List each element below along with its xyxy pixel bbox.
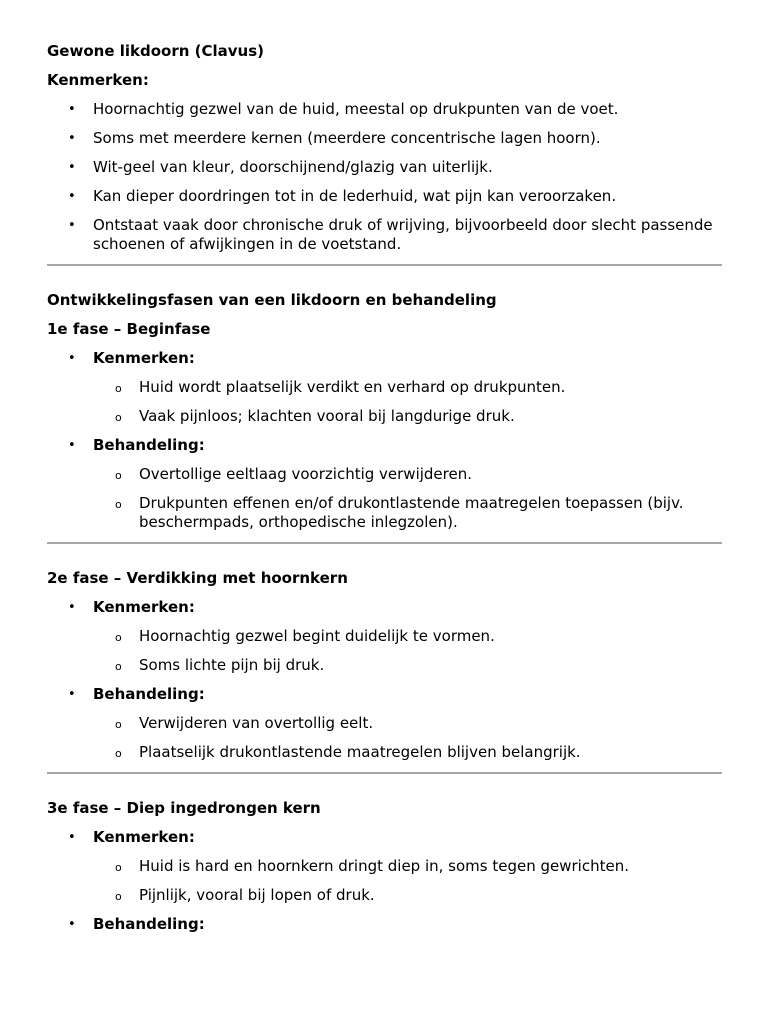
behandeling-label: Behandeling: [93, 915, 205, 933]
phase-2-title: 2e fase – Verdikking met hoornkern [47, 569, 348, 587]
list-item: o Plaatselijk drukontlastende maatregelen blijven belangrijk. [93, 743, 722, 762]
behandeling-sublist [93, 465, 722, 532]
behandeling-sublist [93, 714, 722, 762]
phase-3-title: 3e fase – Diep ingedrongen kern [47, 799, 321, 817]
intro-heading: Kenmerken: [47, 71, 149, 89]
list-item: • Wit-geel van kleur, doorschijnend/glazig van uiterlijk. [47, 158, 722, 177]
list-item: o Huid wordt plaatselijk verdikt en verhard op drukpunten. [93, 378, 722, 397]
kenmerken-label: Kenmerken: [93, 828, 195, 846]
kenmerken-label: Kenmerken: [93, 598, 195, 616]
phase-3-list [47, 828, 722, 934]
behandeling-label: Behandeling: [93, 685, 205, 703]
section-divider [47, 542, 722, 544]
phase-2-kenmerken [47, 598, 722, 675]
list-item: o Huid is hard en hoornkern dringt diep in, soms tegen gewrichten. [93, 857, 722, 876]
intro-list [47, 100, 722, 254]
kenmerken-sublist [93, 378, 722, 426]
list-item: • Kan dieper doordringen tot in de lederhuid, wat pijn kan veroorzaken. [47, 187, 722, 206]
document-page [47, 42, 722, 944]
phase-1-kenmerken [47, 349, 722, 426]
list-item: o Soms lichte pijn bij druk. [93, 656, 722, 675]
list-item: o Overtollige eeltlaag voorzichtig verwijderen. [93, 465, 722, 484]
list-item: o Verwijderen van overtollig eelt. [93, 714, 722, 733]
list-item: • Hoornachtig gezwel van de huid, meestal op drukpunten van de voet. [47, 100, 722, 119]
phase-3-behandeling [47, 915, 722, 934]
list-item: o Drukpunten effenen en/of drukontlastende maatregelen toepassen (bijv. beschermpads, orthopedische inlegzolen). [93, 494, 722, 532]
phase-1-behandeling [47, 436, 722, 532]
kenmerken-label: Kenmerken: [93, 349, 195, 367]
phase-1-list [47, 349, 722, 532]
list-item: o Pijnlijk, vooral bij lopen of druk. [93, 886, 722, 905]
behandeling-label: Behandeling: [93, 436, 205, 454]
phases-title: Ontwikkelingsfasen van een likdoorn en behandeling [47, 291, 497, 309]
list-item: • Ontstaat vaak door chronische druk of wrijving, bijvoorbeeld door slecht passende schoenen of afwijkingen in de voetstand. [47, 216, 722, 254]
kenmerken-sublist [93, 857, 722, 905]
phase-2-behandeling [47, 685, 722, 762]
list-item: o Hoornachtig gezwel begint duidelijk te vormen. [93, 627, 722, 646]
section-divider [47, 772, 722, 774]
kenmerken-sublist [93, 627, 722, 675]
phase-2-list [47, 598, 722, 762]
list-item: • Soms met meerdere kernen (meerdere concentrische lagen hoorn). [47, 129, 722, 148]
section-divider [47, 264, 722, 266]
phase-3-kenmerken [47, 828, 722, 905]
document-title: Gewone likdoorn (Clavus) [47, 42, 264, 60]
list-item: o Vaak pijnloos; klachten vooral bij langdurige druk. [93, 407, 722, 426]
phase-1-title: 1e fase – Beginfase [47, 320, 211, 338]
